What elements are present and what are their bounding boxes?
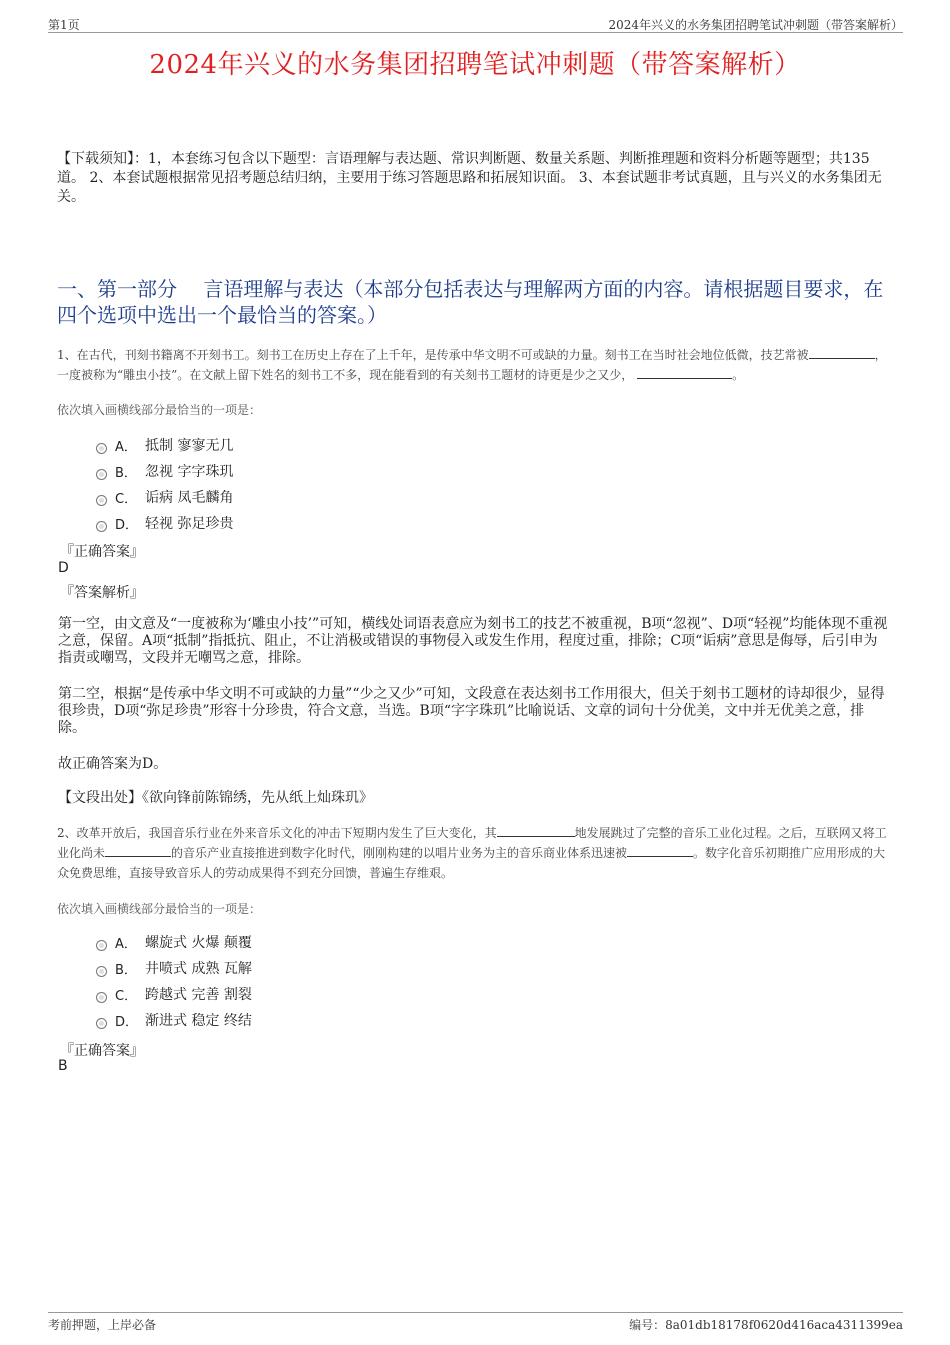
question-1-instruction: 依次填入画横线部分最恰当的一项是： (57, 403, 262, 417)
blank-line (809, 346, 875, 359)
option-a[interactable] (96, 432, 233, 458)
option-text: 诟病 凤毛麟角 (145, 490, 234, 506)
option-c[interactable] (96, 981, 252, 1007)
question-2-instruction: 依次填入画横线部分最恰当的一项是： (57, 902, 262, 916)
blank-line (105, 844, 171, 857)
header-doc-title: 2024年兴义的水务集团招聘笔试冲刺题（带答案解析） (608, 18, 903, 32)
radio-icon[interactable] (96, 443, 107, 454)
page-number: 第1页 (48, 18, 80, 32)
option-text: 忽视 字字珠玑 (145, 464, 234, 480)
answer-value: D (58, 560, 69, 576)
question-1-text (57, 345, 897, 385)
option-d[interactable] (96, 1007, 252, 1033)
analysis-conclusion: 故正确答案为D。 (58, 756, 168, 772)
analysis-paragraph-1: 第一空，由文意及“一度被称为‘雕虫小技’”可知，横线处词语表意应为刻书工的技艺不被重视，B项“忽视”、D项“轻视”均能体现不重视之意，保留。A项“抵制”指抵抗、阻止，不让消极或错误的事物侵入或发生作用，程度过重，排除；C项“诟病”意思是侮辱，后引申为指责或嘲骂，文段并无嘲骂之意，排除。 (58, 616, 888, 666)
q2-text-part: 。数字化音乐初期推广应用形成的大众免费思维，直接导致音乐人的劳动成果得不到充分回馈，普遍生存维艰。 (57, 846, 886, 880)
analysis-label: 『答案解析』 (60, 585, 144, 601)
page-footer (48, 1312, 903, 1333)
answer-value: B (58, 1058, 68, 1074)
option-text: 井喷式 成熟 瓦解 (145, 961, 252, 977)
option-letter: B． (115, 962, 137, 978)
radio-icon[interactable] (96, 469, 107, 480)
option-letter: A． (115, 439, 137, 455)
answer-label: 『正确答案』 (60, 544, 144, 560)
analysis-paragraph-2: 第二空，根据“是传承中华文明不可或缺的力量”“少之又少”可知，文段意在表达刻书工作用很大，但关于刻书工题材的诗却很少，显得很珍贵，D项“弥足珍贵”形容十分珍贵，符合文意，当选。B项“字字珠玑”比喻说话、文章的词句十分优美，文中并无优美之意，排除。 (58, 686, 885, 736)
option-d[interactable] (96, 510, 233, 536)
radio-icon[interactable] (96, 966, 107, 977)
option-letter: C． (115, 491, 138, 507)
option-text: 轻视 弥足珍贵 (145, 516, 234, 532)
radio-icon[interactable] (96, 992, 107, 1003)
section-heading: 一、第一部分 言语理解与表达（本部分包括表达与理解两方面的内容。请根据题目要求，在四个选项中选出一个最恰当的答案。） (57, 277, 884, 327)
option-letter: D． (115, 517, 139, 533)
q1-text-part: 1、在古代，刊刻书籍离不开刻书工。刻书工在历史上存在了上千年，是传承中华文明不可或缺的力量。刻书工在当时社会地位低微，技艺常被 (57, 348, 809, 362)
option-text: 螺旋式 火爆 颠覆 (145, 935, 252, 951)
option-letter: C． (115, 988, 138, 1004)
option-b[interactable] (96, 955, 252, 981)
radio-icon[interactable] (96, 521, 107, 532)
option-text: 跨越式 完善 割裂 (145, 987, 252, 1003)
q1-text-part: 。 (732, 368, 745, 382)
blank-line (497, 824, 575, 837)
passage-source: 【文段出处】《欲向锋前陈锦绣，先从纸上灿珠玑》 (58, 790, 373, 806)
question-1-options (96, 432, 233, 536)
option-a[interactable] (96, 929, 252, 955)
question-2-text (57, 823, 897, 883)
q2-text-part: 地发展跳过了完整的音乐工业化过程。之后，互联网又将工业化尚未 (57, 826, 887, 860)
footer-doc-id: 编号：8a01db18178f0620d416aca4311399ea (629, 1318, 903, 1332)
radio-icon[interactable] (96, 1018, 107, 1029)
q2-text-part: 的音乐产业直接推进到数字化时代，刚刚构建的以唱片业务为主的音乐商业体系迅速被 (171, 846, 628, 860)
option-letter: B． (115, 465, 137, 481)
document-title: 2024年兴义的水务集团招聘笔试冲刺题（带答案解析） (149, 50, 801, 80)
footer-slogan: 考前押题，上岸必备 (48, 1318, 157, 1332)
option-letter: D． (115, 1014, 139, 1030)
page-header (48, 14, 903, 33)
option-letter: A． (115, 936, 137, 952)
option-c[interactable] (96, 484, 233, 510)
question-2-options (96, 929, 252, 1033)
option-text: 渐进式 稳定 终结 (145, 1013, 252, 1029)
radio-icon[interactable] (96, 495, 107, 506)
radio-icon[interactable] (96, 940, 107, 951)
download-notice: 【下载须知】：1，本套练习包含以下题型：言语理解与表达题、常识判断题、数量关系题、判断推理题和资料分析题等题型；共135道。 2、本套试题根据常见招考题总结归纳，主要用于练习答题思路和拓展知识面。 3、本套试题非考试真题，且与兴义的水务集团无关。 (57, 151, 882, 205)
answer-label: 『正确答案』 (60, 1043, 144, 1059)
option-text: 抵制 寥寥无几 (145, 438, 234, 454)
blank-line (637, 366, 732, 379)
blank-line (627, 844, 693, 857)
q1-text-part: ，一度被称为“雕虫小技”。在文献上留下姓名的刻书工不多，现在能看到的有关刻书工题材的诗更是少之又少， (57, 348, 887, 382)
option-b[interactable] (96, 458, 233, 484)
q2-text-part: 2、改革开放后，我国音乐行业在外来音乐文化的冲击下短期内发生了巨大变化，其 (57, 826, 497, 840)
